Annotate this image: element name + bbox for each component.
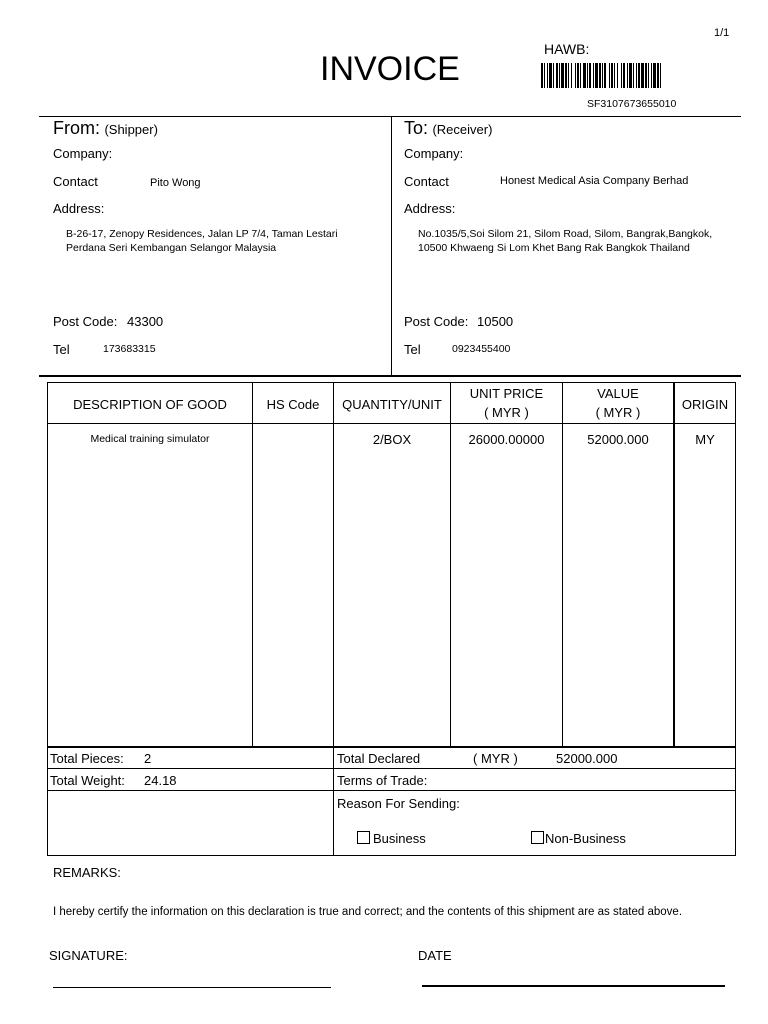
signature-label: SIGNATURE: — [49, 948, 128, 963]
table-body-border — [47, 746, 736, 748]
col-divider-qty — [333, 382, 334, 856]
table-top-border — [47, 382, 736, 383]
page-title: INVOICE — [320, 50, 460, 88]
cell-origin: MY — [695, 432, 715, 447]
non-business-checkbox[interactable] — [531, 831, 544, 844]
certification-text: I hereby certify the information on this declaration is true and correct; and the contents of this shipment are as stated above. — [53, 906, 683, 918]
to-heading-text: To: — [404, 118, 429, 138]
total-pieces-value: 2 — [144, 751, 152, 766]
from-address-line2: Perdana Seri Kembangan Selangor Malaysia — [66, 242, 277, 254]
from-tel-label: Tel — [53, 342, 70, 357]
totals-row2-border — [47, 790, 736, 791]
total-pieces-label: Total Pieces: — [50, 751, 124, 766]
to-postcode-label: Post Code: — [404, 314, 469, 329]
table-right-border — [735, 382, 736, 856]
non-business-option[interactable] — [531, 831, 626, 846]
party-divider — [391, 116, 392, 375]
total-weight-label: Total Weight: — [50, 773, 125, 788]
business-option[interactable] — [357, 831, 426, 846]
table-header-border — [47, 423, 736, 424]
col-header-unit-price-currency: ( MYR ) — [484, 405, 529, 420]
col-divider-hs — [252, 382, 253, 747]
col-header-unit-price: UNIT PRICE — [469, 386, 544, 401]
business-label: Business — [373, 831, 426, 846]
from-contact: Pito Wong — [150, 177, 201, 189]
to-address-line1: No.1035/5,Soi Silom 21, Silom Road, Silom, Bangrak,Bangkok, — [418, 228, 713, 240]
to-address-line2: 10500 Khwaeng Si Lom Khet Bang Rak Bangkok Thailand — [418, 242, 690, 254]
table-left-border — [47, 382, 48, 856]
col-header-value-currency: ( MYR ) — [595, 405, 641, 420]
from-heading — [53, 118, 158, 139]
from-heading-text: From: — [53, 118, 100, 138]
total-declared-label: Total Declared — [337, 751, 421, 766]
to-postcode: 10500 — [477, 314, 514, 329]
cell-unit-price: 26000.00000 — [468, 432, 545, 447]
to-subheading: (Receiver) — [432, 122, 493, 137]
non-business-label: Non-Business — [545, 831, 626, 846]
to-address-label: Address: — [404, 201, 456, 216]
page-number: 1/1 — [714, 27, 730, 39]
from-tel: 173683315 — [103, 343, 156, 355]
from-postcode: 43300 — [127, 314, 164, 329]
date-label: DATE — [418, 948, 452, 963]
table-bottom-border — [47, 855, 736, 856]
hawb-label: HAWB: — [544, 41, 590, 57]
cell-quantity: 2/BOX — [372, 432, 412, 447]
to-tel: 0923455400 — [452, 343, 511, 355]
reason-label: Reason For Sending: — [337, 796, 460, 811]
terms-of-trade-label: Terms of Trade: — [337, 773, 428, 788]
col-header-origin: ORIGIN — [681, 397, 729, 412]
remarks-label: REMARKS: — [53, 865, 121, 880]
total-declared-value: 52000.000 — [556, 751, 618, 766]
col-header-quantity: QUANTITY/UNIT — [342, 397, 442, 412]
from-contact-label: Contact — [53, 174, 98, 189]
date-line — [422, 985, 725, 987]
hawb-number: SF3107673655010 — [587, 98, 677, 110]
business-checkbox[interactable] — [357, 831, 370, 844]
total-declared-currency: ( MYR ) — [473, 751, 518, 766]
to-tel-label: Tel — [404, 342, 421, 357]
to-company-label: Company: — [404, 146, 464, 161]
to-heading — [404, 118, 492, 139]
to-contact: Honest Medical Asia Company Berhad — [500, 175, 689, 187]
header-divider — [39, 116, 741, 117]
from-subheading: (Shipper) — [104, 122, 158, 137]
signature-line — [53, 987, 331, 988]
col-header-value: VALUE — [597, 386, 639, 401]
cell-description: Medical training simulator — [90, 433, 210, 445]
col-header-description: DESCRIPTION OF GOOD — [73, 397, 227, 412]
col-header-hs-code: HS Code — [266, 397, 320, 412]
from-address-label: Address: — [53, 201, 105, 216]
cell-value: 52000.000 — [587, 432, 649, 447]
totals-row1-border — [47, 768, 736, 769]
total-weight-value: 24.18 — [144, 773, 177, 788]
party-bottom-divider — [39, 375, 741, 377]
from-postcode-label: Post Code: — [53, 314, 118, 329]
from-company-label: Company: — [53, 146, 113, 161]
to-contact-label: Contact — [404, 174, 449, 189]
from-address-line1: B-26-17, Zenopy Residences, Jalan LP 7/4, Taman Lestari — [66, 228, 338, 240]
barcode-icon — [541, 63, 726, 88]
